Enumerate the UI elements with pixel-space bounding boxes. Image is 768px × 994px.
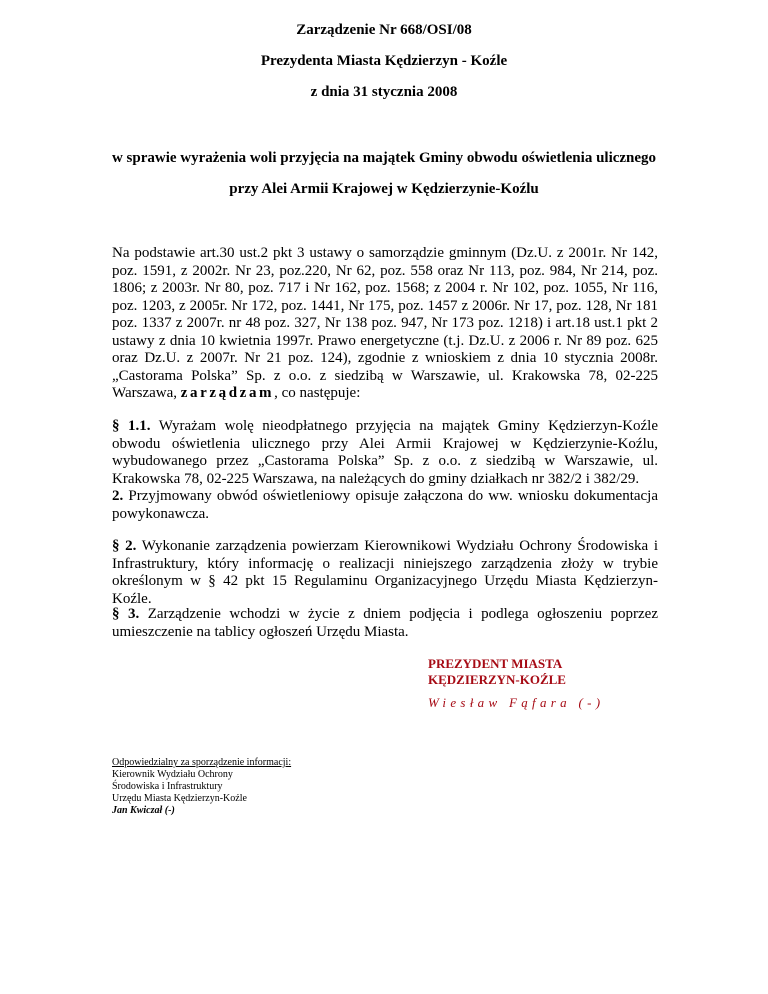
section-1	[112, 418, 658, 523]
section-3	[112, 606, 658, 641]
issuer: Prezydenta Miasta Kędzierzyn - Koźle	[260, 53, 508, 69]
footer-line-3: Urzędu Miasta Kędzierzyn-Koźle	[112, 793, 247, 804]
section-2	[112, 538, 658, 608]
footer-label: Odpowiedzialny za sporządzenie informacji:	[112, 757, 292, 768]
section-2-number: § 2.	[112, 538, 137, 554]
footer-note	[112, 757, 291, 817]
footer-name: Jan Kwiczał (-)	[112, 805, 175, 816]
preamble-after: , co następuje:	[274, 385, 361, 401]
subject-line-2: przy Alei Armii Krajowej w Kędzierzynie-Koźlu	[229, 181, 539, 197]
section-3-number: § 3.	[112, 606, 140, 622]
section-1-text: Wyrażam wolę nieodpłatnego przyjęcia na majątek Gminy Kędzierzyn-Koźle obwodu oświetlenia ulicznego przy Alei Armii Krajowej w Kędzierzynie-Koźlu, wybudowanego przez „Castorama Polska” Sp. z o.o. z siedzibą w Warszawie, ul. Krakowska 78, 02-225 Warszawa, na należących do gminy działkach nr 382/2 i 382/29.	[112, 418, 659, 487]
order-number: Zarządzenie Nr 668/OSI/08	[296, 22, 472, 38]
section-1-sub-number: 2.	[112, 488, 124, 504]
signature-title-1: PREZYDENT MIASTA	[428, 656, 563, 671]
signature-title-2: KĘDZIERZYN-KOŹLE	[428, 672, 566, 687]
footer-line-2: Środowiska i Infrastruktury	[112, 781, 223, 792]
signature-title	[428, 656, 566, 688]
subject-line-1: w sprawie wyrażenia woli przyjęcia na majątek Gminy obwodu oświetlenia ulicznego	[111, 150, 657, 166]
section-2-text: Wykonanie zarządzenia powierzam Kierownikowi Wydziału Ochrony Środowiska i Infrastruktury, który informację o realizacji niniejszego zarządzenia złoży w trybie określonym w § 42 pkt 15 Regulaminu Organizacyjnego Urzędu Miasta Kędzierzyn-Koźle.	[112, 538, 658, 607]
section-1-sub-text: Przyjmowany obwód oświetleniowy opisuje załączona do ww. wniosku dokumentacja powykonawcza.	[112, 488, 658, 522]
preamble	[112, 245, 658, 403]
preamble-text: Na podstawie art.30 ust.2 pkt 3 ustawy o samorządzie gminnym (Dz.U. z 2001r. Nr 142, poz. 1591, z 2002r. Nr 23, poz.220, Nr 62, poz. 558 oraz Nr 113, poz. 984, Nr 214, poz. 1806; z 2003r. Nr 80, poz. 717 i Nr 162, poz. 1568; z 2004 r. Nr 102, poz. 1055, Nr 116, poz. 1203, z 2005r. Nr 172, poz. 1441, Nr 175, poz. 1457 z 2006r. Nr 17, poz. 128, Nr 181 poz. 1337 z 2007r. nr 48 poz. 327, Nr 138 poz. 947, Nr 173 poz. 1218) i art.18 ust.1 pkt 2 ustawy z dnia 10 kwietnia 1997r. Prawo energetyczne (t.j. Dz.U. z 2006 r. Nr 89 poz. 625 oraz Dz.U. z 2007r. Nr 21 poz. 124), zgodnie z wnioskiem z dnia 10 stycznia 2008r. „Castorama Polska” Sp. z o.o. z siedzibą w Warszawie, ul. Krakowska 78, 02-225 Warszawa,	[112, 245, 658, 401]
decree-word: zarządzam	[180, 385, 275, 401]
section-1-number: § 1.1.	[112, 418, 151, 434]
section-3-text: Zarządzenie wchodzi w życie z dniem podjęcia i podlega ogłoszeniu poprzez umieszczenie na tablicy ogłoszeń Urzędu Miasta.	[112, 606, 658, 640]
signature-name: Wiesław Fąfara (-)	[428, 695, 605, 710]
issue-date: z dnia 31 stycznia 2008	[310, 84, 458, 100]
footer-line-1: Kierownik Wydziału Ochrony	[112, 769, 233, 780]
